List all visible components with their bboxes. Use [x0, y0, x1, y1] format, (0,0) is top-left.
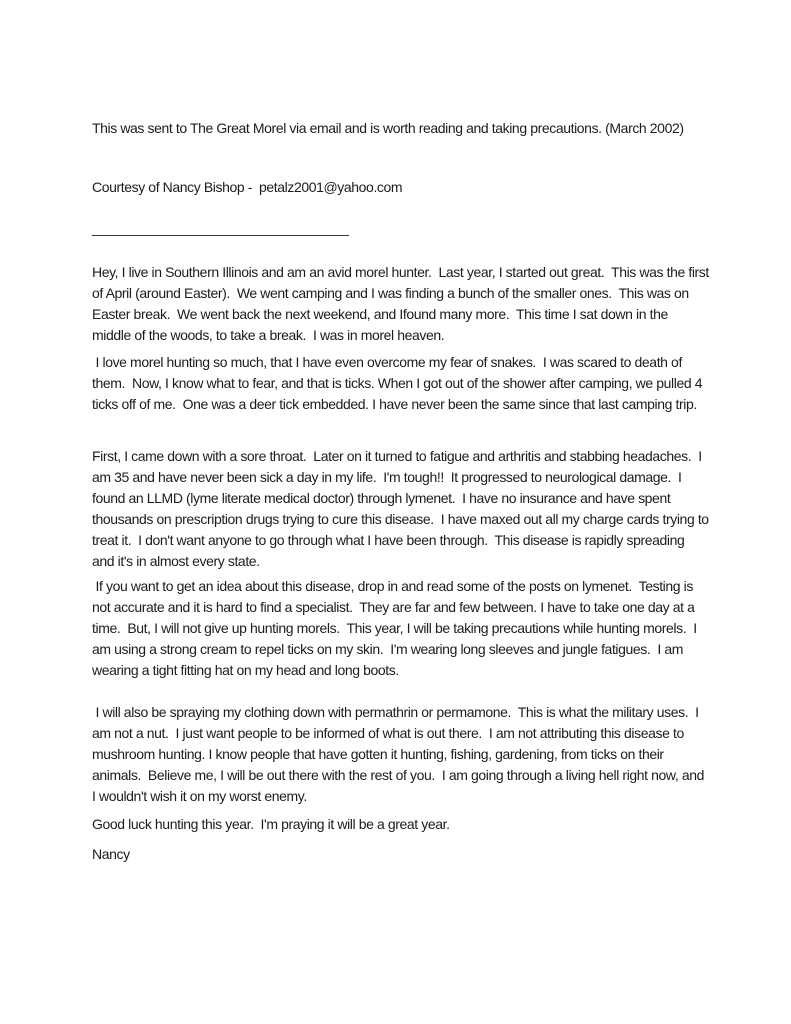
closing-line: Good luck hunting this year. I'm praying it will be a great year. [92, 816, 450, 832]
paragraph-ticks: I love morel hunting so much, that I have even overcome my fear of snakes. I was scared to death of them. Now, I know what to fear, and that is ticks. When I got out of the shower after camping, we pulled 4 ticks off of me. One was a deer tick embedded. I have never been the same since that last camping trip. [92, 354, 706, 412]
signature: Nancy [92, 846, 130, 862]
intro-line: This was sent to The Great Morel via email and is worth reading and taking precautions. (March 2002) [92, 120, 684, 136]
courtesy-line: Courtesy of Nancy Bishop - petalz2001@yahoo.com [92, 179, 403, 195]
letter-body [92, 118, 713, 865]
paragraph-spraying: I will also be spraying my clothing down with permathrin or permamone. This is what the military uses. I am not a nut. I just want people to be informed of what is out there. I am not attributing this disease to mushroom hunting. I know people that have gotten it hunting, fishing, gardening, from ticks on their animals. Believe me, I will be out there with the rest of you. I am going through a living hell right now, and I wouldn't wish it on my worst enemy. [92, 704, 708, 804]
paragraph-illness: First, I came down with a sore throat. Later on it turned to fatigue and arthritis and stabbing headaches. I am 35 and have never been sick a day in my life. I'm tough!! It progressed to neurological damage. I found an LLMD (lyme literate medical doctor) through lymenet. I have no insurance and have spent thousands on prescription drugs trying to cure this disease. I have maxed out all my charge cards trying to treat it. I don't want anyone to go through what I have been through. This disease is rapidly spreading and it's in almost every state. [92, 448, 713, 569]
separator-line: _________________________________ [92, 220, 349, 236]
paragraph-morel-hunter: Hey, I live in Southern Illinois and am an avid morel hunter. Last year, I started out great. This was the first of April (around Easter). We went camping and I was finding a bunch of the smaller ones. This was on Easter break. We went back the next weekend, and Ifound many more. This time I sat down in the middle of the woods, to take a break. I was in morel heaven. [92, 264, 713, 343]
paragraph-precautions: If you want to get an idea about this disease, drop in and read some of the posts on lymenet. Testing is not accurate and it is hard to find a specialist. They are far and few between. I have to take one day at a time. But, I will not give up hunting morels. This year, I will be taking precautions while hunting morels. I am using a strong cream to repel ticks on my skin. I'm wearing long sleeves and jungle fatigues. I am wearing a tight fitting hat on my head and long boots. [92, 578, 701, 678]
